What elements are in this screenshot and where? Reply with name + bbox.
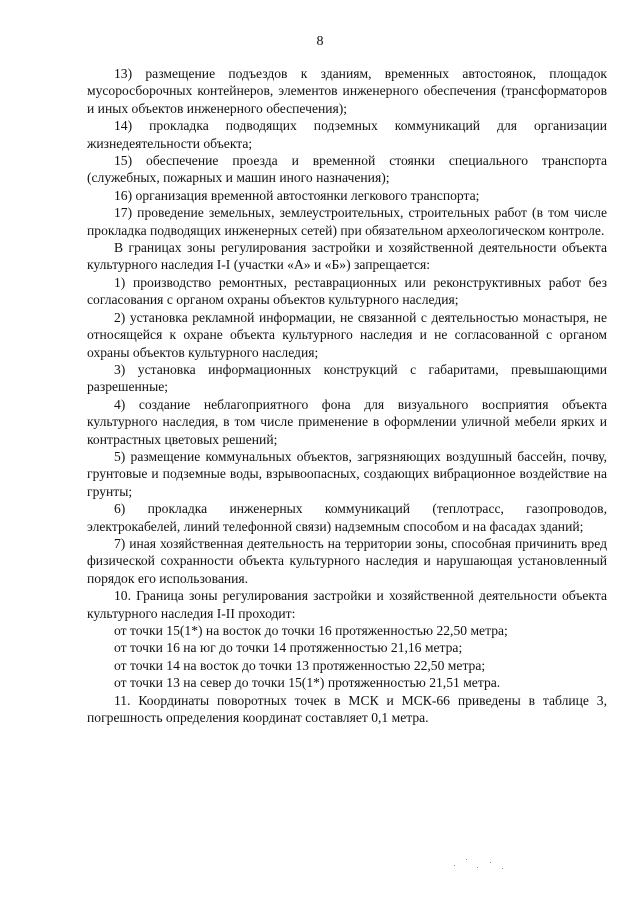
prohibition-7: 7) иная хозяйственная деятельность на территории зоны, способная причинить вред физической сохранности объекта культурного наследия и нарушающая установленный порядок его использования. — [87, 535, 607, 586]
prohibition-3: 3) установка информационных конструкций с габаритами, превышающими разрешенные; — [87, 361, 607, 395]
zone-i-i-prohibitions-intro: В границах зоны регулирования застройки и хозяйственной деятельности объекта культурного наследия I-I (участки «А» и «Б») запрещается: — [87, 240, 607, 273]
section-11-coordinates: 11. Координаты поворотных точек в МСК и МСК-66 приведены в таблице 3, погрешность определения координат составляет 0,1 метра. — [87, 692, 607, 726]
clause-16: 16) организация временной автостоянки легкового транспорта; — [114, 187, 480, 203]
boundary-segment-1: от точки 15(1*) на восток до точки 16 протяженностью 22,50 метра; — [114, 623, 508, 638]
page-number: 8 — [316, 34, 324, 49]
prohibition-6: 6) прокладка инженерных коммуникаций (теплотрасс, газопроводов, электрокабелей, линий телефонной связи) надземным способом и на фасадах зданий; — [87, 501, 607, 534]
prohibition-2: 2) установка рекламной информации, не связанной с деятельностью монастыря, не относящейся к охране объекта культурного наследия и не согласованной с органом охраны объектов культурного наследия; — [87, 309, 607, 360]
boundary-segment-4: от точки 13 на север до точки 15(1*) протяженностью 21,51 метра. — [114, 675, 501, 691]
prohibition-1: 1) производство ремонтных, реставрационных или реконструктивных работ без согласования с органом охраны объектов культурного наследия; — [87, 274, 607, 308]
document-body — [87, 65, 607, 726]
clause-13: 13) размещение подъездов к зданиям, временных автостоянок, площадок мусоросборочных контейнеров, элементов инженерного обеспечения (трансформаторов и иных объектов инженерного обеспечения); — [87, 66, 607, 116]
prohibition-5: 5) размещение коммунальных объектов, загрязняющих воздушный бассейн, почву, грунтовые и подземные воды, взрывоопасных, создающих вибрационное воздействие на грунты; — [87, 448, 607, 499]
scan-noise — [452, 856, 512, 870]
clause-15: 15) обеспечение проезда и временной стоянки специального транспорта (служебных, пожарных и машин иного назначения); — [87, 153, 607, 186]
boundary-segment-3: от точки 14 на восток до точки 13 протяженностью 22,50 метра; — [114, 657, 486, 673]
boundary-segment-2: от точки 16 на юг до точки 14 протяженностью 21,16 метра; — [114, 640, 463, 656]
section-10-boundary: 10. Граница зоны регулирования застройки и хозяйственной деятельности объекта культурного наследия I-II проходит: — [87, 588, 607, 621]
prohibition-4: 4) создание неблагоприятного фона для визуального восприятия объекта культурного наследия, в том числе применение в оформлении уличной мебели ярких и контрастных цветовых решений; — [87, 396, 607, 447]
clause-14: 14) прокладка подводящих подземных коммуникаций для организации жизнедеятельности объекта; — [87, 118, 607, 151]
clause-17: 17) проведение земельных, землеустроительных, строительных работ (в том числе прокладка подводящих инженерных сетей) при обязательном археологическом контроле. — [87, 205, 607, 238]
